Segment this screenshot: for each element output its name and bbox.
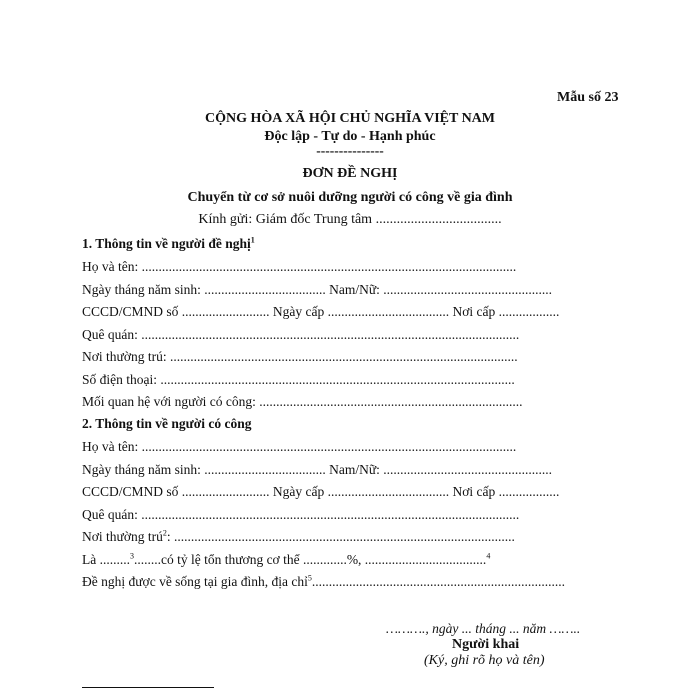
s1-residence-field[interactable]: Nơi thường trú: .......................................................................................................: [82, 349, 518, 364]
s1-phone-field[interactable]: Số điện thoại: .........................................................................................................: [82, 372, 515, 387]
section2-heading: 2. Thông tin về người có công: [82, 416, 252, 431]
header-divider: ---------------: [316, 143, 384, 158]
s1-fullname-field[interactable]: Họ và tên: ...............................................................................................................: [82, 259, 517, 274]
s2-status-field[interactable]: Là .........$^3$........có tỷ lệ tổn thương cơ thể .............%, ....................................$^4$: [82, 551, 491, 567]
footnote-ref: 2: [162, 528, 167, 538]
footnote-ref: 3: [130, 551, 134, 561]
s2-request-field[interactable]: Đề nghị được về sống tại gia đình, địa chỉ$^5$...........................................................................: [82, 573, 566, 589]
document-subtitle: Chuyển từ cơ sở nuôi dưỡng người có công về gia đình: [187, 190, 513, 205]
footnote-divider: [82, 687, 214, 688]
footnote-ref: 5: [307, 573, 312, 583]
s1-hometown-field[interactable]: Quê quán: ................................................................................................................: [82, 327, 520, 342]
s2-dob-gender-field[interactable]: Ngày tháng năm sinh: .................................... Nam/Nữ: ..................................................: [82, 462, 553, 477]
s2-id-field[interactable]: CCCD/CMND số .......................... Ngày cấp .................................... Nơi cấp ..................: [82, 484, 560, 499]
signer-label: Người khai: [452, 637, 520, 652]
signature-instruction: (Ký, ghi rõ họ và tên): [424, 653, 545, 668]
s2-hometown-field[interactable]: Quê quán: ................................................................................................................: [82, 507, 520, 522]
document-title: ĐƠN ĐỀ NGHỊ: [302, 166, 398, 181]
section1-heading: 1. Thông tin về người đề nghị$^1$: [82, 235, 255, 251]
form-number: Mẫu số 23: [557, 90, 619, 105]
s2-fullname-field[interactable]: Họ và tên: ...............................................................................................................: [82, 439, 517, 454]
footnote-ref: 1: [250, 235, 255, 245]
addressee: Kính gửi: Giám đốc Trung tâm ....................................: [198, 212, 502, 227]
s1-relationship-field[interactable]: Mối quan hệ với người có công: ..............................................................................: [82, 394, 523, 409]
date-line: ………., ngày ... tháng ... năm ……..: [386, 621, 581, 636]
s1-id-field[interactable]: CCCD/CMND số .......................... Ngày cấp .................................... Nơi cấp ..................: [82, 304, 560, 319]
s1-dob-gender-field[interactable]: Ngày tháng năm sinh: .................................... Nam/Nữ: ..................................................: [82, 282, 553, 297]
s2-residence-field[interactable]: Nơi thường trú$^2$: .....................................................................................................: [82, 528, 515, 544]
motto: Độc lập - Tự do - Hạnh phúc: [264, 129, 436, 144]
country-header: CỘNG HÒA XÃ HỘI CHỦ NGHĨA VIỆT NAM: [204, 111, 495, 126]
footnote-ref: 4: [486, 551, 491, 561]
